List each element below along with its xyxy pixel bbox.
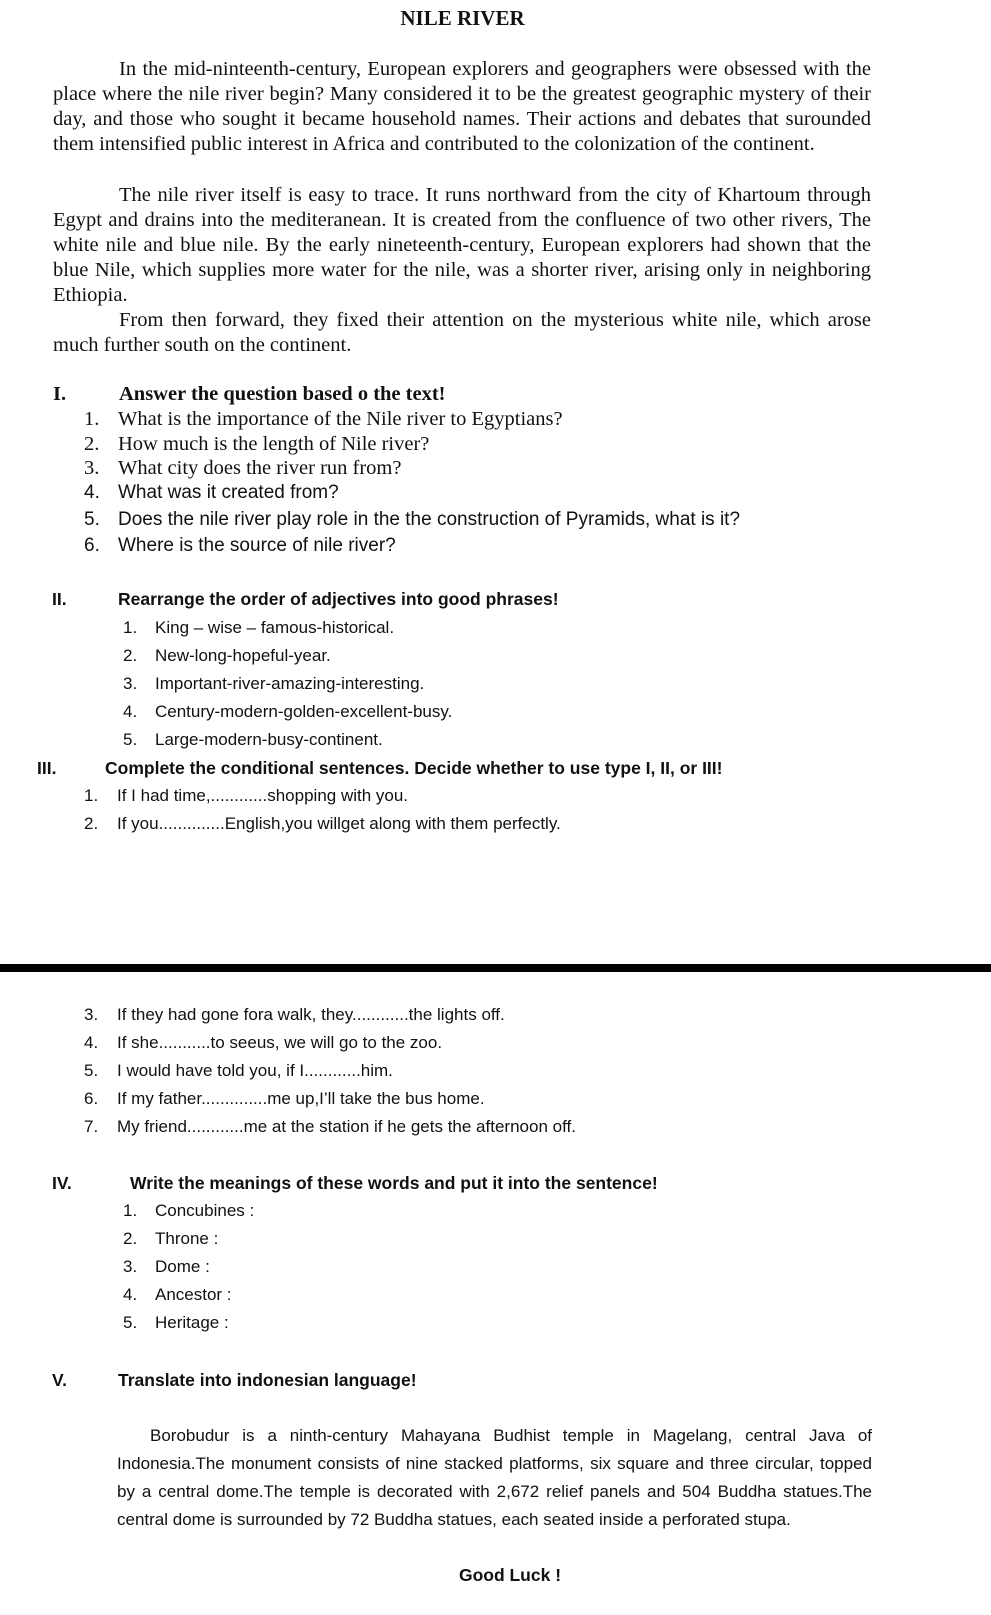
item-number: 4. [84, 482, 100, 503]
section-4-heading [52, 1173, 952, 1199]
item-text: New-long-hopeful-year. [155, 646, 331, 665]
section-5-title: Translate into indonesian language! [118, 1370, 417, 1390]
item-text: Dome : [155, 1257, 210, 1276]
item-number: 4. [123, 1285, 138, 1304]
section-1-heading [53, 383, 893, 409]
section-4-numeral: IV. [52, 1173, 72, 1193]
item-number: 5. [123, 1313, 138, 1332]
item-number: 5. [84, 508, 100, 530]
item-number: 4. [123, 702, 138, 721]
item-number: 4. [84, 1033, 99, 1052]
section-5-numeral: V. [52, 1370, 67, 1390]
item-text: How much is the length of Nile river? [118, 432, 430, 455]
item-text: Important-river-amazing-interesting. [155, 674, 425, 693]
page-title: NILE RIVER [400, 6, 525, 30]
reading-paragraph-1: In the mid-ninteenth-century, European explorers and geographers were obsessed with the place where the nile river begin? Many considered it to be the greatest geographic mystery of their day, and those who sought it became household names. Their actions and debates that surounded them intensified public interest in Africa and contributed to the colonization of the continent. [53, 58, 871, 155]
item-number: 3. [84, 1005, 99, 1024]
item-text: I would have told you, if I............him. [117, 1061, 393, 1080]
item-number: 2. [84, 432, 100, 455]
reading-paragraph-3: From then forward, they fixed their attention on the mysterious white nile, which arose much further south on the continent. [53, 309, 871, 356]
section-2-heading [52, 589, 892, 615]
item-number: 1. [123, 1201, 138, 1220]
item-text: Where is the source of nile river? [118, 535, 396, 556]
item-text: What is the importance of the Nile river to Egyptians? [118, 408, 563, 430]
item-number: 3. [84, 457, 100, 479]
item-number: 6. [84, 1089, 99, 1108]
section-4-title: Write the meanings of these words and put it into the sentence! [130, 1173, 658, 1193]
section-2-numeral: II. [52, 589, 67, 609]
item-number: 1. [123, 618, 138, 637]
section-3-numeral: III. [37, 758, 57, 778]
page-divider [0, 964, 991, 972]
section-5-heading [52, 1370, 952, 1396]
item-number: 3. [123, 1257, 138, 1276]
item-text: If you..............English,you willget along with them perfectly. [117, 814, 561, 833]
item-number: 2. [84, 814, 99, 833]
item-number: 6. [84, 535, 100, 556]
item-text: Heritage : [155, 1313, 229, 1332]
section-2-title: Rearrange the order of adjectives into good phrases! [118, 589, 559, 609]
item-text: Throne : [155, 1229, 219, 1248]
reading-paragraph-2: The nile river itself is easy to trace. It runs northward from the city of Khartoum through Egypt and drains into the mediteranean. It is created from the confluence of two other rivers, The white nile and blue nile. By the early nineteenth-century, European explorers had shown that the blue Nile, which supplies more water for the nile, was a shorter river, arising only in neighboring Ethiopia. [53, 184, 871, 306]
item-text: Concubines : [155, 1201, 255, 1220]
item-text: What was it created from? [118, 482, 339, 503]
item-text: Does the nile river play role in the the construction of Pyramids, what is it? [118, 508, 741, 530]
item-text: My friend............me at the station if he gets the afternoon off. [117, 1117, 576, 1136]
item-text: If I had time,............shopping with you. [117, 786, 409, 805]
item-text: King – wise – famous-historical. [155, 618, 395, 637]
section-3-heading [37, 758, 937, 784]
item-number: 3. [123, 674, 138, 693]
section-1-title: Answer the question based o the text! [119, 383, 446, 405]
closing-message: Good Luck ! [458, 1565, 562, 1585]
item-text: Century-modern-golden-excellent-busy. [155, 702, 453, 721]
item-number: 5. [123, 730, 138, 749]
item-number: 7. [84, 1117, 99, 1136]
item-number: 2. [123, 1229, 138, 1248]
item-text: If they had gone fora walk, they............the lights off. [117, 1005, 505, 1024]
item-text: Large-modern-busy-continent. [155, 730, 383, 749]
item-text: If my father..............me up,I’ll take the bus home. [117, 1089, 485, 1108]
item-text: What city does the river run from? [118, 457, 402, 479]
translation-paragraph: Borobudur is a ninth-century Mahayana Budhist temple in Magelang, central Java of Indonesia.The monument consists of nine stacked platforms, six square and three circular, topped by a central dome.The temple is decorated with 2,672 relief panels and 504 Buddha statues.The central dome is surrounded by 72 Buddha statues, each seated inside a perforated stupa. [117, 1426, 872, 1529]
item-number: 5. [84, 1061, 99, 1080]
item-number: 1. [84, 408, 100, 430]
section-3-title: Complete the conditional sentences. Decide whether to use type I, II, or III! [105, 758, 723, 778]
item-text: Ancestor : [155, 1285, 232, 1304]
item-number: 1. [84, 786, 99, 805]
section-1-numeral: I. [53, 383, 67, 405]
item-number: 2. [123, 646, 138, 665]
item-text: If she...........to seeus, we will go to the zoo. [117, 1033, 443, 1052]
